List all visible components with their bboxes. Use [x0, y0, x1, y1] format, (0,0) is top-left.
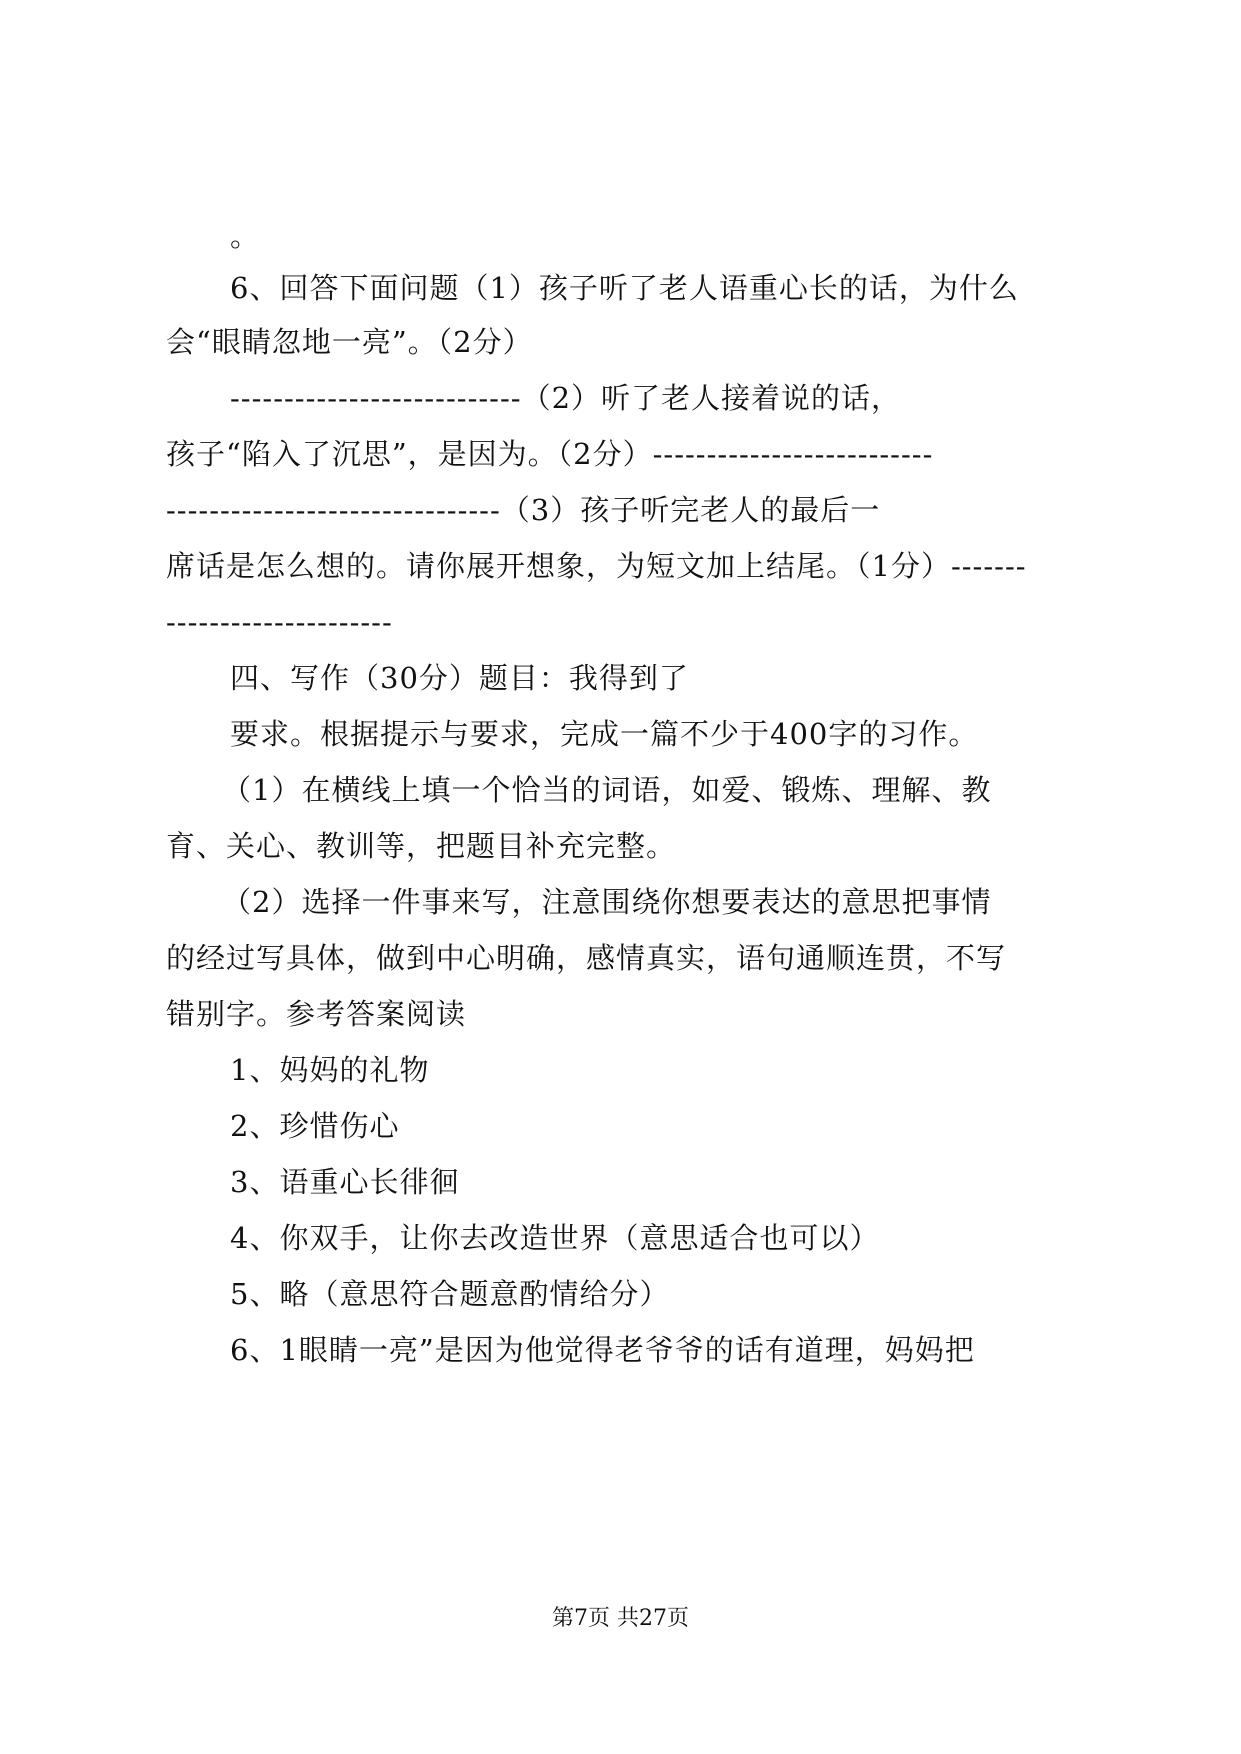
answer-item: 4、你双手，让你去改造世界（意思适合也可以）	[230, 1221, 880, 1255]
text-line: -------------------------------（3）孩子听完老人的最后一	[166, 493, 881, 527]
text-line: 6、回答下面问题（1）孩子听了老人语重心长的话，为什么	[230, 271, 1019, 305]
page-footer: 第7页 共27页	[552, 1606, 689, 1631]
text-line: 的经过写具体，做到中心明确，感情真实，语句通顺连贯，不写	[166, 941, 1007, 975]
text-line: ---------------------	[166, 605, 393, 639]
section-heading: 四、写作（30分）题目：我得到了	[230, 661, 689, 695]
text-line: 孩子“陷入了沉思”，是因为。（2分）--------------------------	[166, 437, 934, 471]
text-line: 。	[230, 219, 261, 253]
answer-item: 6、1眼睛一亮”是因为他觉得老爷爷的话有道理，妈妈把	[230, 1333, 975, 1367]
text-line: （2）选择一件事来写，注意围绕你想要表达的意思把事情	[222, 885, 992, 919]
text-line: 会“眼睛忽地一亮”。（2分）	[166, 325, 533, 359]
text-line: 席话是怎么想的。请你展开想象，为短文加上结尾。（1分）-------	[166, 549, 1027, 583]
text-line: 育、关心、教训等，把题目补充完整。	[166, 829, 677, 863]
answer-item: 2、珍惜伤心	[230, 1109, 400, 1143]
answer-item: 1、妈妈的礼物	[230, 1053, 430, 1087]
answer-item: 3、语重心长徘徊	[230, 1165, 460, 1199]
answer-item: 5、略（意思符合题意酌情给分）	[230, 1277, 670, 1311]
text-line: 要求。根据提示与要求，完成一篇不少于400字的习作。	[230, 717, 979, 751]
text-line: （1）在横线上填一个恰当的词语，如爱、锻炼、理解、教	[222, 773, 992, 807]
text-line: ---------------------------（2）听了老人接着说的话，	[230, 381, 902, 415]
text-line: 错别字。参考答案阅读	[166, 997, 467, 1031]
